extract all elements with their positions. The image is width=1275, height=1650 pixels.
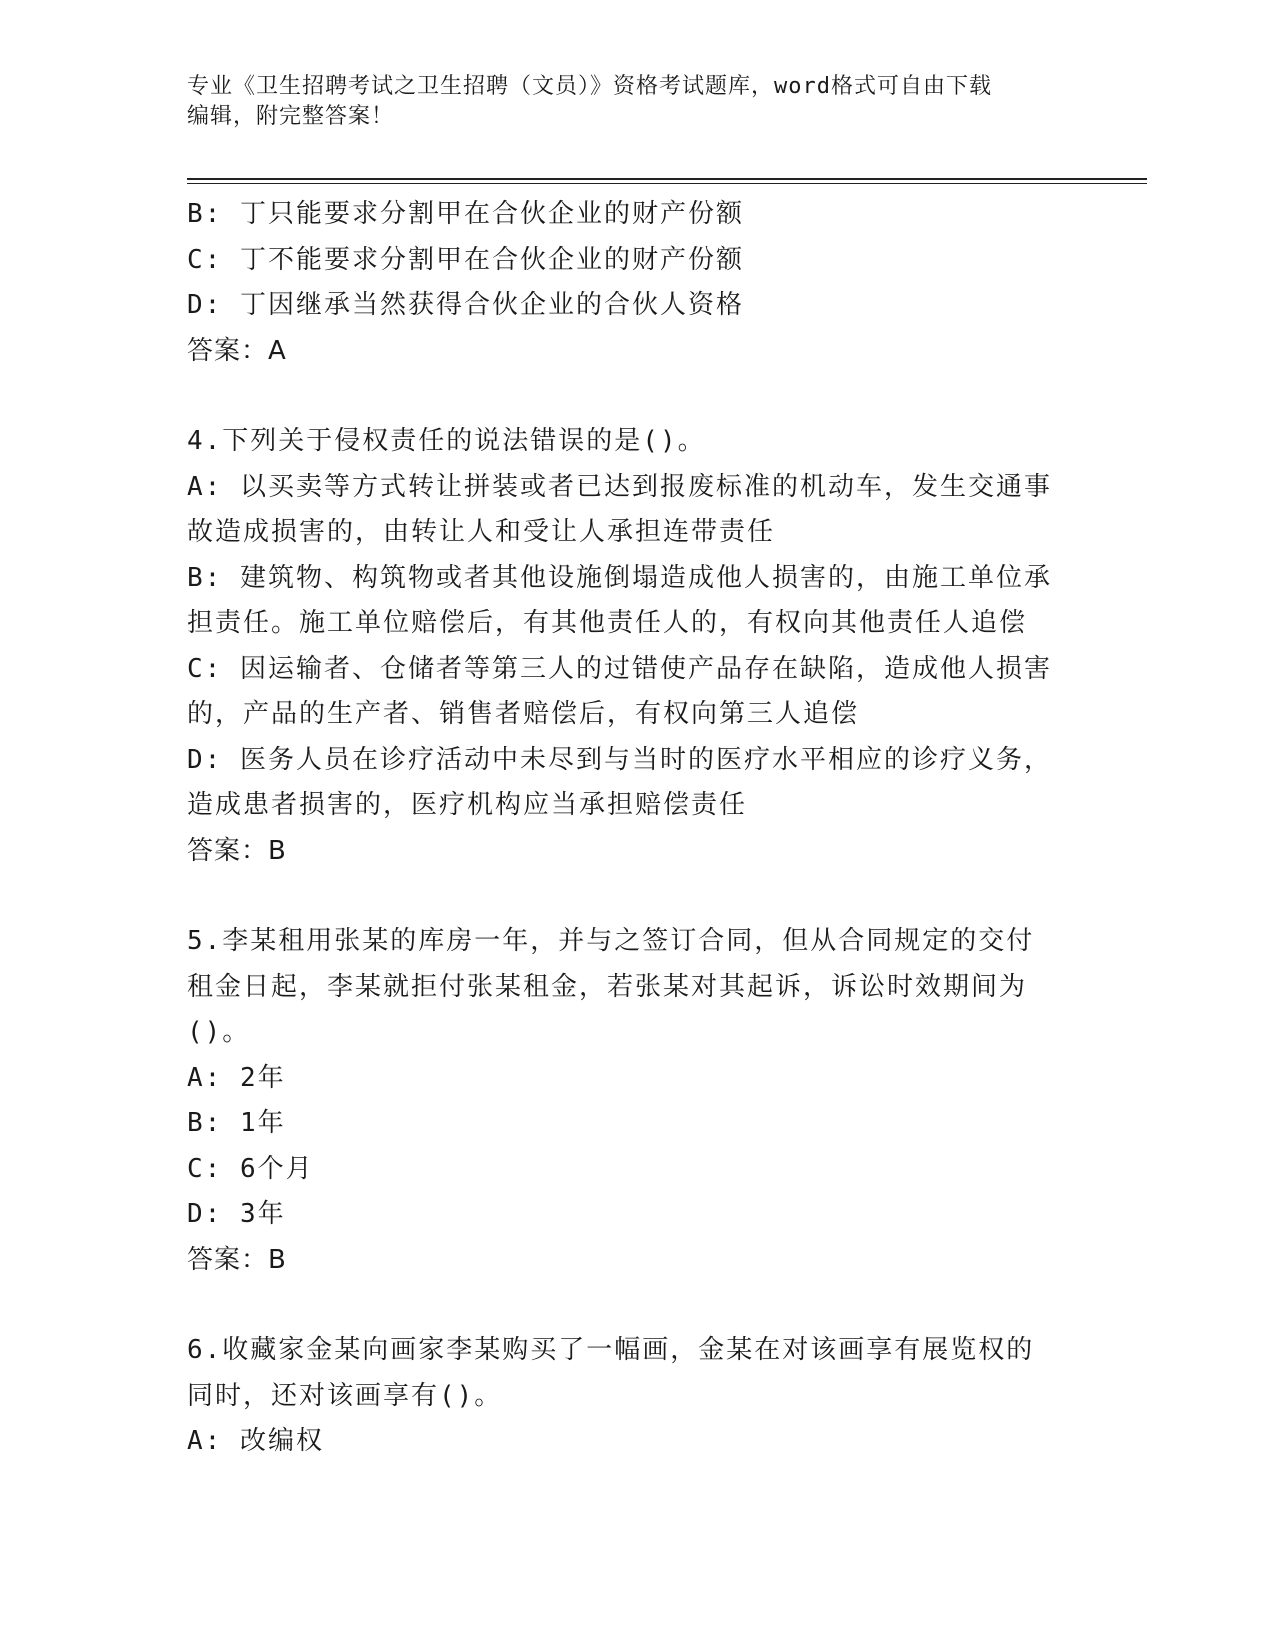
q3-answer: 答案：A [187, 335, 287, 366]
q5-stem-line-3: ()。 [187, 1017, 251, 1047]
q4-answer: 答案：B [187, 835, 287, 866]
q5-option-b: B: 1年 [187, 1108, 286, 1138]
q5-answer: 答案：B [187, 1244, 287, 1275]
spacer [187, 1283, 1067, 1328]
q4-option-d-line-1: D: 医务人员在诊疗活动中未尽到与当时的医疗水平相应的诊疗义务， [187, 744, 1052, 775]
q5-option-a: A: 2年 [187, 1062, 286, 1093]
q6-stem-line-1: 6.收藏家金某向画家李某购买了一幅画，金某在对该画享有展览权的 [187, 1335, 1035, 1365]
question-5 [187, 919, 1067, 1283]
q4-option-c-line-1: C: 因运输者、仓储者等第三人的过错使产品存在缺陷，造成他人损害 [187, 653, 1052, 684]
q5-stem-line-1: 5.李某租用张某的库房一年，并与之签订合同，但从合同规定的交付 [187, 926, 1035, 956]
q6-option-a: A: 改编权 [187, 1426, 324, 1456]
q3-option-d: D: 丁因继承当然获得合伙企业的合伙人资格 [187, 290, 744, 320]
q4-option-b-line-1: B: 建筑物、构筑物或者其他设施倒塌造成他人损害的，由施工单位承 [187, 562, 1052, 593]
header-line-1: 专业《卫生招聘考试之卫生招聘（文员）》资格考试题库，word格式可自由下载 [187, 74, 992, 99]
q5-stem-line-2: 租金日起，李某就拒付张某租金，若张某对其起诉，诉讼时效期间为 [187, 971, 1028, 1002]
q4-option-d-line-2: 造成患者损害的，医疗机构应当承担赔偿责任 [187, 790, 748, 820]
q6-stem-line-2: 同时，还对该画享有()。 [187, 1380, 503, 1411]
header-divider-thin [187, 183, 1147, 184]
question-6 [187, 1328, 1067, 1465]
header-line-2: 编辑，附完整答案！ [187, 104, 395, 129]
q5-option-d: D: 3年 [187, 1199, 286, 1229]
q3-option-c: C: 丁不能要求分割甲在合伙企业的财产份额 [187, 244, 744, 275]
q4-option-a-line-1: A: 以买卖等方式转让拼装或者已达到报废标准的机动车，发生交通事 [187, 471, 1052, 502]
question-4 [187, 419, 1067, 874]
q4-stem: 4.下列关于侵权责任的说法错误的是()。 [187, 426, 706, 456]
q4-option-b-line-2: 担责任。施工单位赔偿后，有其他责任人的，有权向其他责任人追偿 [187, 608, 1028, 638]
question-3-continued [187, 192, 1067, 374]
q4-option-c-line-2: 的，产品的生产者、销售者赔偿后，有权向第三人追偿 [187, 699, 860, 729]
question-content [187, 192, 1067, 1465]
q5-option-c: C: 6个月 [187, 1153, 314, 1184]
document-header [187, 72, 1067, 132]
spacer [187, 874, 1067, 919]
spacer [187, 374, 1067, 419]
q3-option-b: B: 丁只能要求分割甲在合伙企业的财产份额 [187, 199, 744, 229]
q4-option-a-line-2: 故造成损害的，由转让人和受让人承担连带责任 [187, 517, 776, 547]
header-divider-thick [187, 178, 1147, 180]
